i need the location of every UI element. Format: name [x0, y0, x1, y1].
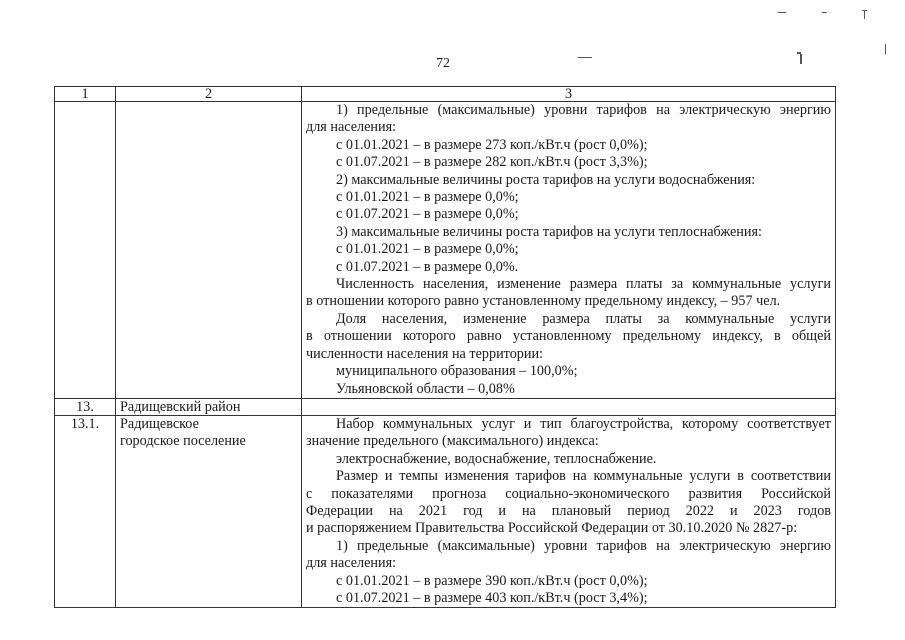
text-line: численности населения на территории:: [306, 345, 544, 362]
column-header-2: 2: [116, 87, 302, 102]
text-line: Размер и темпы изменения тарифов на коммунальные услуги в соответствии: [336, 468, 831, 485]
text-line: 3) максимальные величины роста тарифов на услуги теплоснабжения:: [336, 223, 762, 240]
text-line: и распоряжением Правительства Российской Федерации от 30.10.2020 № 2827-р:: [306, 520, 798, 537]
table-header-row: [55, 87, 836, 102]
column-header-3: 3: [302, 87, 836, 102]
district-number: 13.: [55, 398, 116, 415]
district-name: Радищевский район: [116, 398, 302, 415]
settlement-name-cell: [116, 415, 302, 607]
text-line: с 01.07.2021 – в размере 0,0%.: [336, 258, 519, 275]
text-line: с 01.01.2021 – в размере 0,0%;: [336, 189, 519, 206]
settlement-number: 13.1.: [55, 415, 116, 607]
settlement-name-line: городское поселение: [120, 433, 246, 450]
settlement-content-cell: [302, 415, 836, 607]
settlement-text: [306, 416, 831, 607]
district-content-cell: [302, 398, 836, 415]
text-line: в отношении которого равно установленному предельному индексу, в общей: [306, 328, 831, 345]
scan-mark: [885, 44, 886, 54]
continuation-content-cell: [302, 102, 836, 399]
text-line: с 01.01.2021 – в размере 273 коп./кВт.ч (рост 0,0%);: [336, 136, 648, 153]
text-line: с 01.01.2021 – в размере 0,0%;: [336, 241, 519, 258]
text-line: для населения:: [306, 119, 397, 136]
continuation-row: [55, 102, 836, 399]
continuation-number-cell: [55, 102, 116, 399]
text-line: 1) предельные (максимальные) уровни тарифов на электрическую энергию: [336, 102, 831, 118]
text-line: 2) максимальные величины роста тарифов на услуги водоснабжения:: [336, 171, 756, 188]
district-row: [55, 398, 836, 415]
settlement-name-line: Радищевское: [120, 415, 199, 432]
continuation-name-cell: [116, 102, 302, 399]
text-line: для населения:: [306, 555, 397, 572]
text-line: в отношении которого равно установленному предельному индексу, – 957 чел.: [306, 293, 781, 310]
column-header-1: 1: [55, 87, 116, 102]
text-line: Численность населения, изменение размера платы за коммунальные услуги: [336, 276, 831, 293]
text-line: электроснабжение, водоснабжение, теплоснабжение.: [336, 450, 657, 467]
text-line: значение предельного (максимального) индекса:: [306, 433, 599, 450]
scan-mark: [778, 12, 786, 13]
text-line: с показателями прогноза социально-экономического развития Российской: [306, 485, 831, 502]
text-line: с 01.07.2021 – в размере 0,0%;: [336, 206, 519, 223]
settlement-row: [55, 415, 836, 607]
scan-mark: [822, 12, 827, 13]
scan-mark: [578, 57, 592, 58]
scan-mark: [800, 54, 802, 64]
continuation-text: [306, 102, 831, 398]
text-line: с 01.01.2021 – в размере 390 коп./кВт.ч (рост 0,0%);: [336, 572, 648, 589]
text-line: с 01.07.2021 – в размере 282 коп./кВт.ч (рост 3,3%);: [336, 154, 648, 171]
page-number: 72: [436, 56, 450, 71]
text-line: Федерации на 2021 год и на плановый период 2022 и 2023 годов: [306, 502, 831, 519]
text-line: муниципального образования – 100,0%;: [336, 363, 578, 380]
text-line: 1) предельные (максимальные) уровни тарифов на электрическую энергию: [336, 537, 831, 554]
text-line: Набор коммунальных услуг и тип благоустройства, которому соответствует: [336, 415, 831, 432]
text-line: Ульяновской области – 0,08%: [336, 380, 515, 397]
text-line: Доля населения, изменение размера платы за коммунальные услуги: [336, 310, 831, 327]
text-line: с 01.07.2021 – в размере 403 коп./кВт.ч (рост 3,4%);: [336, 589, 648, 606]
scan-mark: [864, 11, 865, 19]
tariff-table: [54, 86, 836, 608]
